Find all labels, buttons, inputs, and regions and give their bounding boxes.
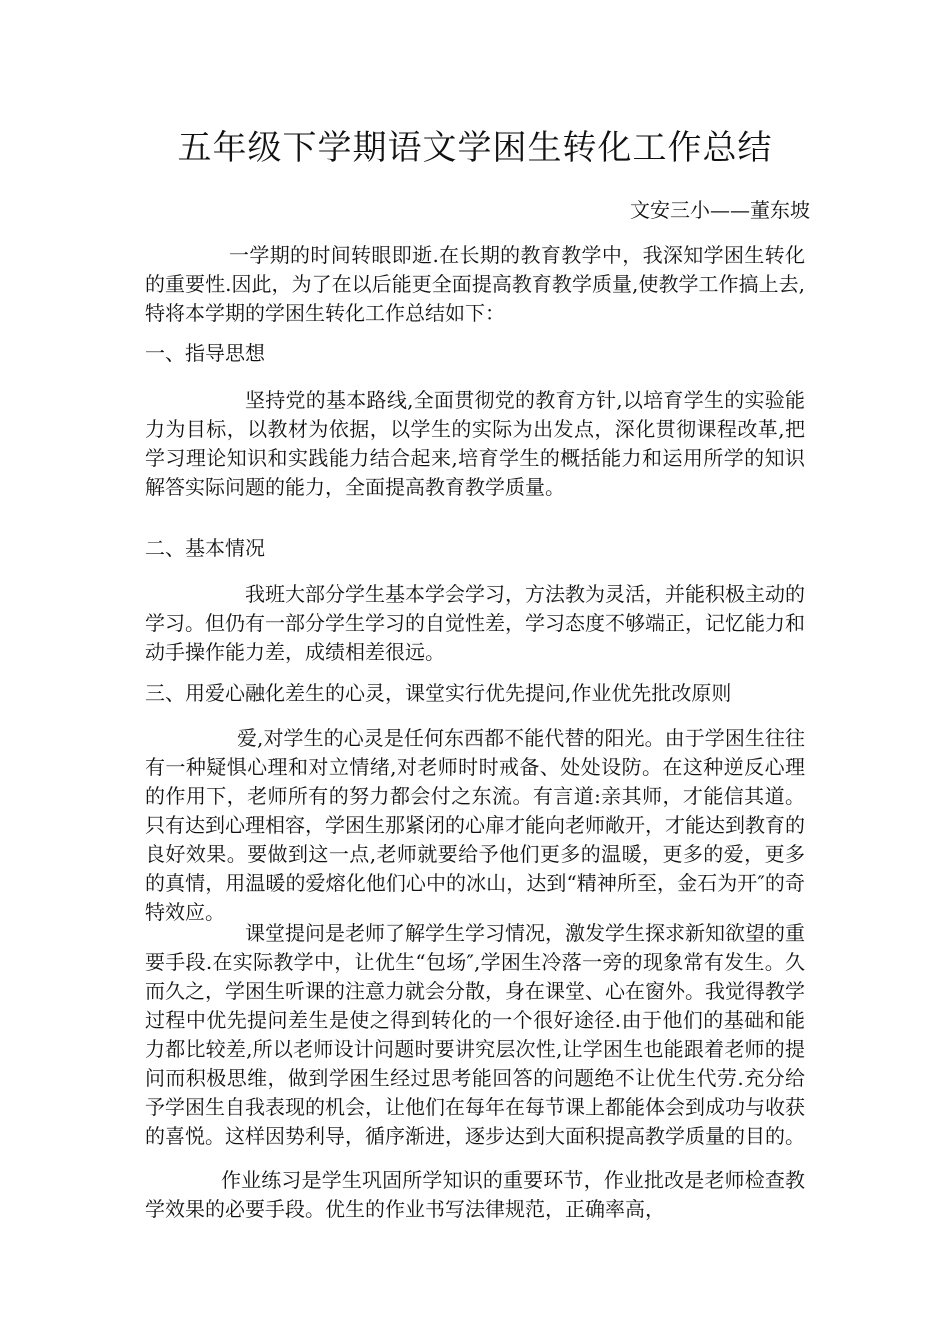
paragraph-basic-situation: 我班大部分学生基本学会学习，方法教为灵活，并能积极主动的学习。但仍有一部分学生学习的自觉性差，学习态度不够端正，记忆能力和动手操作能力差，成绩相差很远。 (145, 582, 805, 664)
paragraph-guiding-ideology: 坚持党的基本路线,全面贯彻党的教育方针,以培育学生的实验能力为目标，以教材为依据，以学生的实际为出发点，深化贯彻课程改革,把学习理论知识和实践能力结合起来,培育学生的概括能力和运用所学的知识解答实际问题的能力，全面提高教育教学质量。 (145, 388, 805, 499)
document-author: 文安三小——董东坡 (630, 198, 810, 222)
section-heading-basic-situation: 二、基本情况 (145, 536, 265, 560)
paragraph-classroom-questions: 课堂提问是老师了解学生学习情况，激发学生探求新知欲望的重要手段.在实际教学中，让优生“包场″,学困生冷落一旁的现象常有发生。久而久之，学困生听课的注意力就会分散，身在课堂、心在窗外。我觉得教学过程中优先提问差生是使之得到转化的一个很好途径.由于他们的基础和能力都比较差,所以老师设计问题时要讲究层次性,让学困生也能跟着老师的提问而积极思维，做到学困生经过思考能回答的问题绝不让优生代劳.充分给予学困生自我表现的机会，让他们在每年在每节课上都能体会到成功与收获的喜悦。这样因势利导，循序渐进，逐步达到大面积提高教学质量的目的。 (145, 921, 805, 1148)
section-heading-love-and-priority: 三、用爱心融化差生的心灵，课堂实行优先提问,作业优先批改原则 (145, 681, 732, 705)
section-heading-guiding-ideology: 一、指导思想 (145, 341, 265, 365)
paragraph-love: 爱,对学生的心灵是任何东西都不能代替的阳光。由于学困生往往有一种疑惧心理和对立情绪,对老师时时戒备、处处设防。在这种逆反心理的作用下，老师所有的努力都会付之东流。有言道:亲其师，才能信其道。只有达到心理相容，学困生那紧闭的心扉才能向老师敞开，才能达到教育的良好效果。要做到这一点,老师就要给予他们更多的温暖，更多的爱，更多的真情，用温暖的爱熔化他们心中的冰山，达到“精神所至，金石为开″的奇特效应。 (145, 726, 805, 924)
paragraph-homework: 作业练习是学生巩固所学知识的重要环节，作业批改是老师检查教学效果的必要手段。优生的作业书写法律规范，正确率高， (145, 1168, 805, 1221)
intro-paragraph: 一学期的时间转眼即逝.在长期的教育教学中，我深知学困生转化的重要性.因此，为了在以后能更全面提高教育教学质量,使教学工作搞上去,特将本学期的学困生转化工作总结如下： (145, 243, 805, 325)
document-title: 五年级下学期语文学困生转化工作总结 (177, 128, 773, 168)
